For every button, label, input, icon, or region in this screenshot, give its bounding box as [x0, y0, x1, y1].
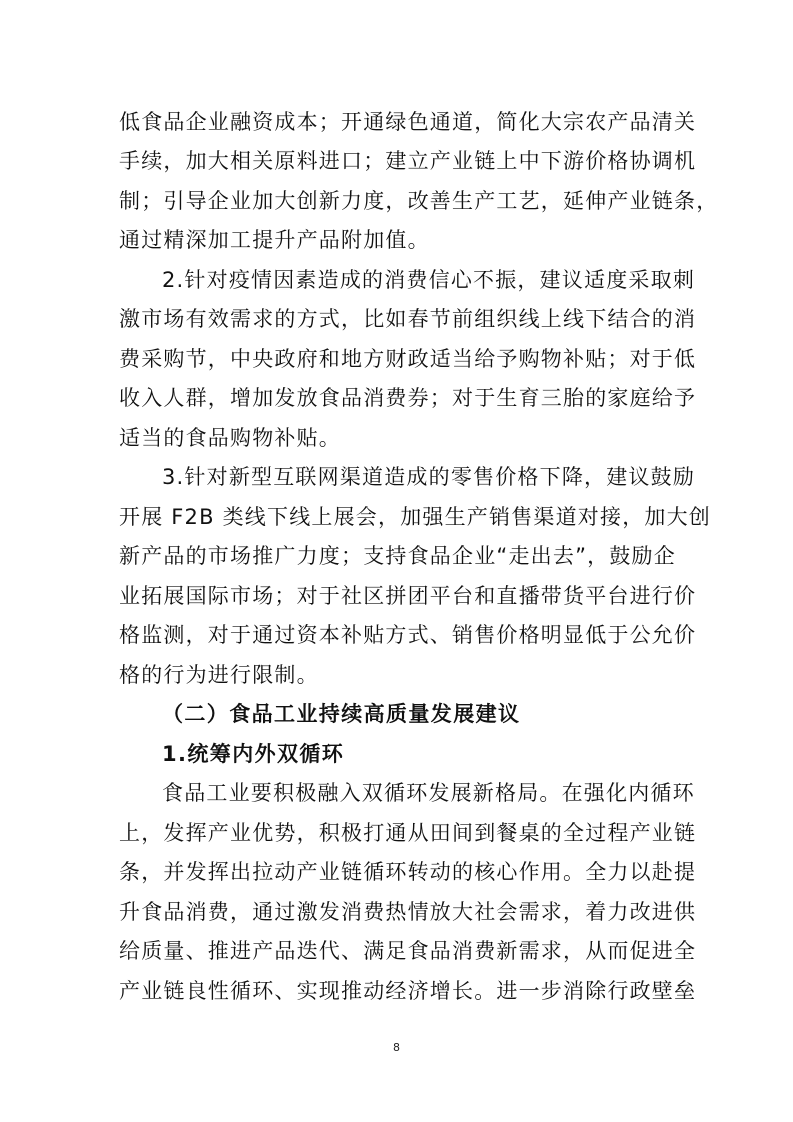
paragraph-line: 手续，加大相关原料进口；建立产业链上中下游价格协调机 [119, 149, 697, 173]
paragraph-line: 给质量、推进产品迭代、满足食品消费新需求，从而促进全 [119, 939, 697, 963]
paragraph-line: 制；引导企业加大创新力度，改善生产工艺，延伸产业链条， [119, 189, 719, 213]
page-number: 8 [393, 1041, 400, 1054]
paragraph-line: 产业链良性循环、实现推动经济增长。进一步消除行政壁垒 [119, 979, 697, 1003]
paragraph-line: 费采购节，中央政府和地方财政适当给予购物补贴；对于低 [119, 347, 697, 371]
subsection-heading: 1.统筹内外双循环 [162, 742, 345, 766]
paragraph-line: 低食品企业融资成本；开通绿色通道，简化大宗农产品清关 [119, 110, 697, 134]
paragraph-line: 2.针对疫情因素造成的消费信心不振，建议适度采取刺 [162, 268, 696, 292]
paragraph-line: 格监测，对于通过资本补贴方式、销售价格明显低于公允价 [119, 623, 697, 647]
paragraph-line: 收入人群，增加发放食品消费券；对于生育三胎的家庭给予 [119, 386, 697, 410]
paragraph-line: 3.针对新型互联网渠道造成的零售价格下降，建议鼓励 [162, 465, 696, 489]
paragraph-line: 上，发挥产业优势，积极打通从田间到餐桌的全过程产业链 [119, 821, 697, 845]
paragraph-line: 条，并发挥出拉动产业链循环转动的核心作用。全力以赴提 [119, 860, 697, 884]
section-heading: （二）食品工业持续高质量发展建议 [162, 702, 521, 726]
paragraph-line: 食品工业要积极融入双循环发展新格局。在强化内循环 [162, 781, 695, 805]
paragraph-line: 新产品的市场推广力度；支持食品企业“走出去”，鼓励企 [119, 544, 676, 568]
paragraph-line: 开展 F2B 类线下线上展会，加强生产销售渠道对接，加大创 [119, 505, 711, 529]
paragraph-line: 激市场有效需求的方式，比如春节前组织线上线下结合的消 [119, 307, 697, 331]
paragraph-line: 格的行为进行限制。 [119, 663, 319, 687]
paragraph-line: 升食品消费，通过激发消费热情放大社会需求，着力改进供 [119, 900, 697, 924]
paragraph-line: 通过精深加工提升产品附加值。 [119, 228, 430, 252]
paragraph-line: 业拓展国际市场；对于社区拼团平台和直播带货平台进行价 [119, 584, 697, 608]
paragraph-line: 适当的食品购物补贴。 [119, 426, 341, 450]
